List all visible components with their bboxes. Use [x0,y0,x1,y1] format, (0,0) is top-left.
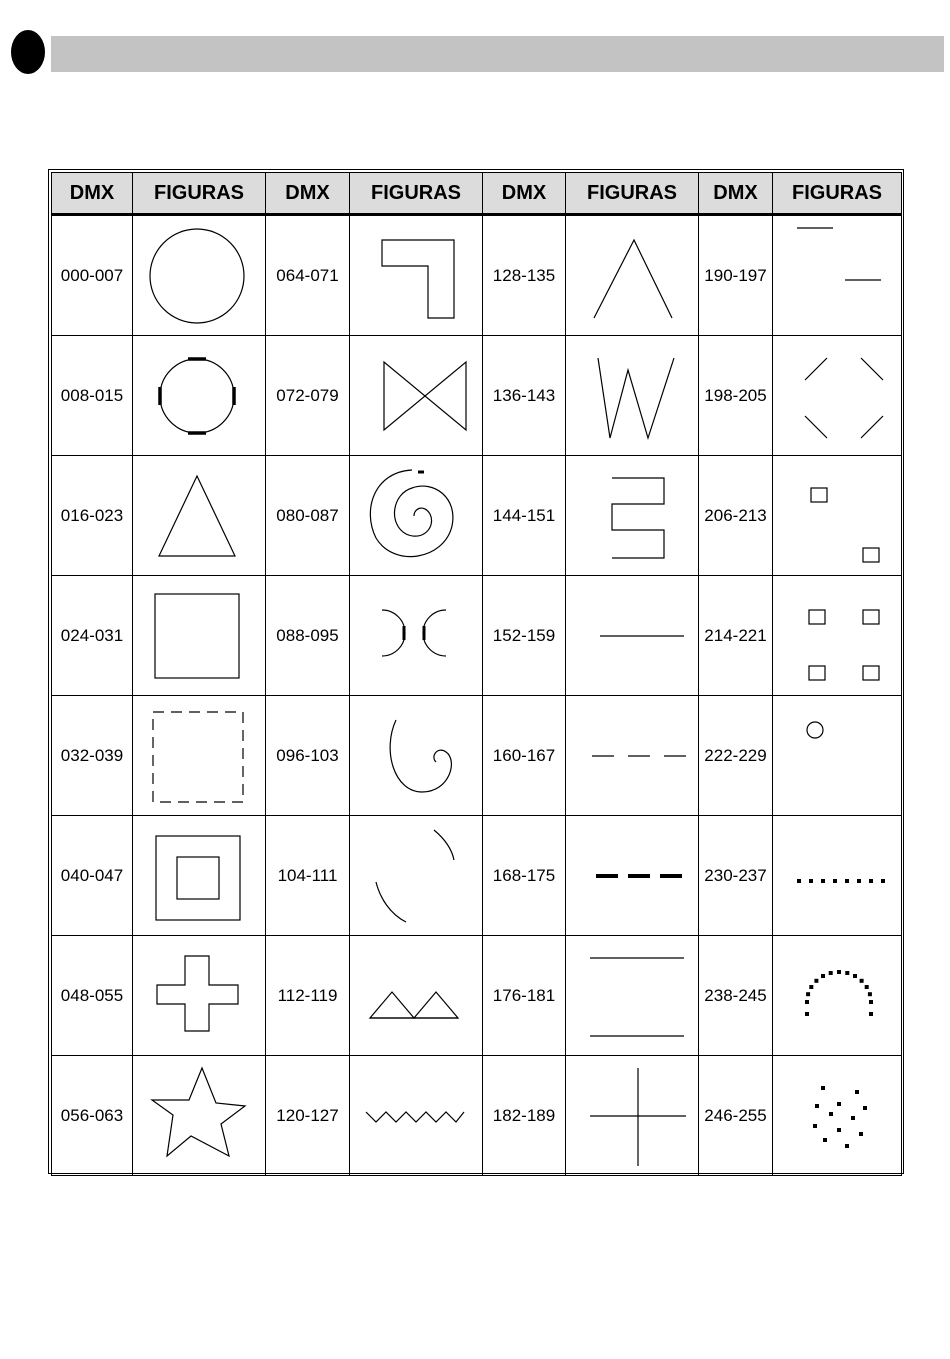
figure-cell [566,576,699,696]
dmx-range-cell: 088-095 [266,576,350,696]
column-header-dmx: DMX [483,173,566,215]
figure-cell [133,696,266,816]
table-row [52,456,902,576]
dmx-range-cell: 120-127 [266,1056,350,1176]
figure-cell [773,816,902,936]
double-triangle-figure-icon [354,940,478,1052]
table-row [52,696,902,816]
dmx-range-cell: 198-205 [699,336,773,456]
horizontal-line-figure-icon [570,580,694,692]
table-row [52,1056,902,1176]
dmx-range-cell: 230-237 [699,816,773,936]
figure-cell [350,936,483,1056]
bold-dashed-line-figure-icon [570,820,694,932]
l-shape-figure-icon [354,220,478,332]
figure-cell [566,215,699,336]
two-arcs-figure-icon [354,820,478,932]
two-horizontal-lines-figure-icon [570,940,694,1052]
column-header-dmx: DMX [699,173,773,215]
dmx-range-cell: 214-221 [699,576,773,696]
figure-cell [773,215,902,336]
star-figure-icon [137,1060,261,1172]
figure-cell [133,576,266,696]
figure-cell [133,215,266,336]
dmx-range-cell: 032-039 [52,696,133,816]
circle-figure-icon [137,220,261,332]
dmx-range-cell: 096-103 [266,696,350,816]
nested-squares-figure-icon [137,820,261,932]
dmx-range-cell: 222-229 [699,696,773,816]
dmx-range-cell: 238-245 [699,936,773,1056]
figures-table-frame [48,169,904,1174]
dmx-range-cell: 056-063 [52,1056,133,1176]
dmx-range-cell: 072-079 [266,336,350,456]
dotted-arc-figure-icon [775,940,899,1052]
figure-cell [133,456,266,576]
table-row [52,576,902,696]
dmx-range-cell: 040-047 [52,816,133,936]
dashed-square-figure-icon [137,700,261,812]
facing-arcs-figure-icon [354,580,478,692]
figure-cell [350,1056,483,1176]
figure-cell [350,215,483,336]
dmx-range-cell: 190-197 [699,215,773,336]
figure-cell [773,336,902,456]
dmx-range-cell: 182-189 [483,1056,566,1176]
dashed-line-figure-icon [570,700,694,812]
four-small-squares-figure-icon [775,580,899,692]
circle-with-marks-figure-icon [137,340,261,452]
cross-figure-icon [137,940,261,1052]
dmx-range-cell: 112-119 [266,936,350,1056]
figure-cell [133,936,266,1056]
figure-cell [133,816,266,936]
dmx-range-cell: 176-181 [483,936,566,1056]
dmx-range-cell: 104-111 [266,816,350,936]
dmx-range-cell: 246-255 [699,1056,773,1176]
table-row [52,215,902,336]
two-small-squares-figure-icon [775,460,899,572]
bowtie-figure-icon [354,340,478,452]
dmx-range-cell: 136-143 [483,336,566,456]
dmx-range-cell: 024-031 [52,576,133,696]
square-figure-icon [137,580,261,692]
figure-cell [566,816,699,936]
figure-cell [350,576,483,696]
column-header-figuras: FIGURAS [773,173,902,215]
figure-cell [133,336,266,456]
dmx-range-cell: 048-055 [52,936,133,1056]
dmx-range-cell: 160-167 [483,696,566,816]
figure-cell [773,936,902,1056]
figure-cell [350,456,483,576]
figure-cell [773,456,902,576]
spiral-figure-icon [354,460,478,572]
table-row [52,936,902,1056]
dmx-range-cell: 206-213 [699,456,773,576]
figure-cell [566,696,699,816]
small-circle-figure-icon [775,700,899,812]
dmx-range-cell: 168-175 [483,816,566,936]
plus-lines-figure-icon [570,1060,694,1172]
figure-cell [350,816,483,936]
scattered-dots-figure-icon [775,1060,899,1172]
curl-figure-icon [354,700,478,812]
dmx-range-cell: 016-023 [52,456,133,576]
dmx-range-cell: 064-071 [266,215,350,336]
dmx-range-cell: 080-087 [266,456,350,576]
inverted-v-figure-icon [570,220,694,332]
table-row [52,816,902,936]
w-shape-figure-icon [570,340,694,452]
figure-cell [566,1056,699,1176]
s-shape-figure-icon [570,460,694,572]
two-offset-lines-figure-icon [775,220,899,332]
figure-cell [566,456,699,576]
dmx-range-cell: 008-015 [52,336,133,456]
dmx-range-cell: 000-007 [52,215,133,336]
dmx-range-cell: 152-159 [483,576,566,696]
column-header-figuras: FIGURAS [566,173,699,215]
column-header-dmx: DMX [266,173,350,215]
dotted-line-figure-icon [775,820,899,932]
zigzag-figure-icon [354,1060,478,1172]
header-bar [51,36,944,72]
section-marker-dot [11,30,45,74]
table-row [52,336,902,456]
diagonal-corners-figure-icon [775,340,899,452]
column-header-figuras: FIGURAS [350,173,483,215]
dmx-figures-table [51,172,902,1176]
dmx-range-cell: 144-151 [483,456,566,576]
column-header-dmx: DMX [52,173,133,215]
table-header-row [52,173,902,215]
figure-cell [133,1056,266,1176]
figure-cell [350,696,483,816]
figure-cell [773,1056,902,1176]
figure-cell [350,336,483,456]
column-header-figuras: FIGURAS [133,173,266,215]
triangle-figure-icon [137,460,261,572]
figure-cell [566,936,699,1056]
figure-cell [773,576,902,696]
dmx-range-cell: 128-135 [483,215,566,336]
figure-cell [566,336,699,456]
figure-cell [773,696,902,816]
